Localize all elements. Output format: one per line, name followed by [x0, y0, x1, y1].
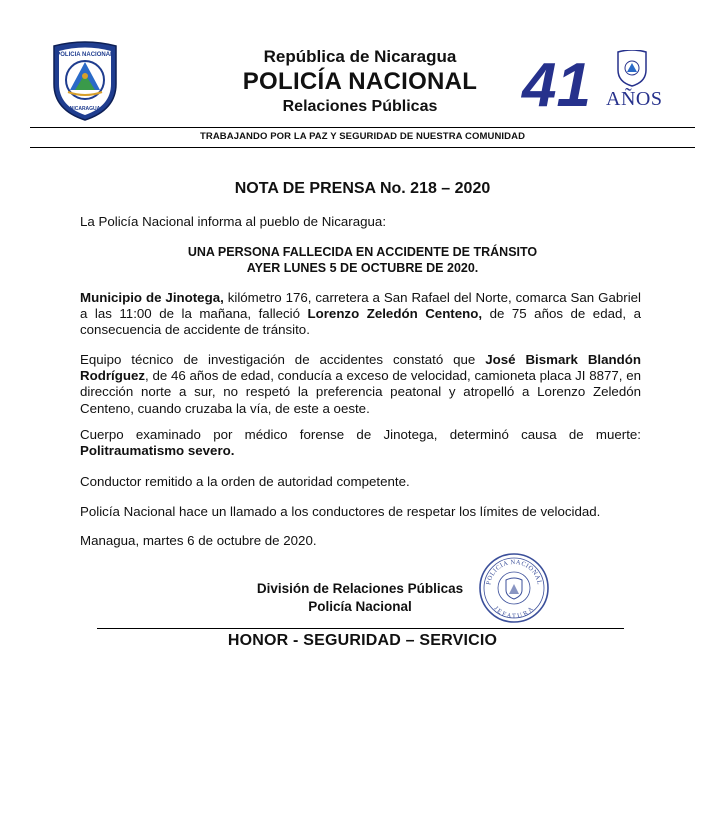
signature-block — [200, 580, 520, 616]
paragraph-appeal: Policía Nacional hace un llamado a los conductores de respetar los límites de velocidad. — [80, 504, 601, 519]
letterhead — [0, 0, 725, 128]
police-shield-logo — [50, 40, 120, 122]
institution-name: POLICÍA NACIONAL — [242, 68, 478, 95]
header-divider-top — [30, 127, 695, 128]
paragraph-forensic — [80, 427, 641, 459]
headline-line-1: UNA PERSONA FALLECIDA EN ACCIDENTE DE TRÁNSITO — [187, 245, 538, 259]
cause-of-death-bold: Politraumatismo severo. — [80, 443, 235, 459]
headline-line-2: AYER LUNES 5 DE OCTUBRE DE 2020. — [246, 261, 479, 275]
date-line: Managua, martes 6 de octubre de 2020. — [80, 533, 317, 548]
signature-line-2: Policía Nacional — [308, 599, 412, 614]
press-release-title: NOTA DE PRENSA No. 218 – 2020 — [234, 180, 491, 197]
signature-line-1: División de Relaciones Públicas — [256, 581, 464, 596]
header-divider-bottom — [30, 147, 695, 148]
department-name: Relaciones Públicas — [282, 98, 438, 115]
paragraph-location — [80, 290, 641, 339]
seal-top-text: POLICIA NACIONAL — [485, 558, 543, 586]
paragraph-investigation — [80, 352, 641, 417]
victim-name-bold: Lorenzo Zeledón Centeno, — [307, 306, 483, 322]
intro-paragraph: La Policía Nacional informa al pueblo de Nicaragua: — [80, 214, 387, 229]
slogan: TRABAJANDO POR LA PAZ Y SEGURIDAD DE NUESTRA COMUNIDAD — [199, 131, 526, 142]
forensic-text: Cuerpo examinado por médico forense de Jinotega, determinó causa de muerte: — [80, 427, 641, 442]
official-seal — [478, 552, 550, 624]
location-bold: Municipio de Jinotega, — [80, 290, 224, 305]
driver-name-bold: José Bismark Blandón Rodríguez — [80, 352, 642, 384]
header-titles — [190, 47, 530, 117]
footer-divider — [97, 628, 624, 629]
logo-bottom-text: NICARAGUA — [69, 106, 101, 112]
republic-name: República de Nicaragua — [263, 47, 457, 66]
investigation-text: Equipo técnico de investigación de accidentes constató que — [80, 352, 486, 367]
logo-top-text: POLICIA NACIONAL — [56, 52, 114, 58]
location-text-end: de 75 años de edad, a consecuencia de accidente de tránsito. — [80, 306, 641, 338]
anniversary-word: AÑOS — [606, 88, 663, 110]
location-text: kilómetro 176, carretera a San Rafael del Norte, comarca San Gabriel a las 11:00 de la mañana, falleció — [80, 290, 641, 322]
seal-bottom-text: JEFATURA — [492, 605, 536, 621]
investigation-text-end: , de 46 años de edad, conducía a exceso de velocidad, camioneta placa JI 8877, en dirección norte a sur, no respetó la preferencia peatonal y atropelló a Lorenzo Zeledón Centeno, cuando cruzaba la vía, de este a oeste. — [80, 368, 641, 416]
news-headline — [0, 244, 725, 276]
footer-motto: HONOR - SEGURIDAD – SERVICIO — [227, 632, 498, 649]
paragraph-driver-status: Conductor remitido a la orden de autoridad competente. — [80, 474, 410, 489]
anniversary-number: 41 — [522, 51, 591, 114]
